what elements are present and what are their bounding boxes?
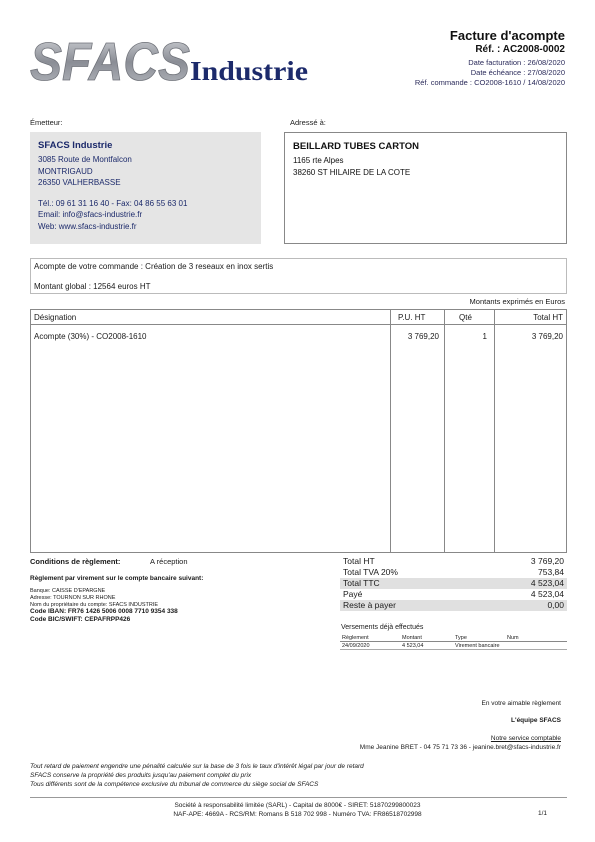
bank-name: Banque: CAISSE D'EPARGNE (30, 588, 106, 594)
total-ht-label: Total HT (343, 556, 375, 566)
item-designation: Acompte (30%) - CO2008-1610 (34, 332, 147, 341)
bank-address: Adresse: TOURNON SUR RHONE (30, 594, 116, 601)
total-tva-row (340, 567, 567, 578)
column-divider (494, 310, 495, 552)
items-table (30, 309, 567, 553)
logo-industrie-text: Industrie (190, 56, 309, 86)
remaining-row (340, 600, 567, 611)
item-unit-price: 3 769,20 (407, 332, 439, 341)
items-table-header (31, 310, 566, 325)
payments-title: Versements déjà effectués (341, 624, 424, 631)
order-description-box (30, 258, 567, 294)
emitter-address-1: 3085 Route de Montfalcon (38, 155, 132, 164)
page-number: 1/1 (537, 810, 547, 817)
recipient-name: BEILLARD TUBES CARTON (293, 141, 419, 152)
total-ttc-row (340, 578, 567, 589)
emitter-name: SFACS Industrie (38, 140, 113, 151)
paid-row (340, 589, 567, 600)
due-date: Date échéance : 27/08/2020 (470, 68, 565, 77)
legal-line-3: Tous différents sont de la compétence exclusive du tribunal de commerce du siège social de SFACS (30, 781, 319, 788)
payment-row (340, 642, 567, 650)
invoice-reference: Réf. : AC2008-0002 (475, 44, 565, 55)
payments-header (340, 634, 567, 642)
payments-header-num: Num (507, 635, 519, 641)
paid-value: 4 523,04 (530, 589, 564, 599)
payment-conditions-label: Conditions de règlement: (30, 557, 121, 566)
item-total: 3 769,20 (531, 332, 563, 341)
bank-transfer-title: Règlement par virement sur le compte bancaire suivant: (30, 575, 204, 582)
paid-label: Payé (343, 589, 363, 599)
emitter-address-3: 26350 VALHERBASSE (38, 178, 121, 187)
total-ht-value: 3 769,20 (530, 556, 564, 566)
column-divider (390, 310, 391, 552)
footer-line-1: Société à responsabilité limitée (SARL) - Capital de 8000€ - SIRET: 51870299800023 (174, 802, 421, 809)
closing-greeting: En votre aimable règlement (481, 700, 561, 707)
closing-contact: Mme Jeanine BRET - 04 75 71 73 36 - jeanine.bret@sfacs-industrie.fr (359, 744, 561, 751)
payment-type: Virement bancaire (455, 643, 500, 649)
order-global-amount: Montant global : 12564 euros HT (34, 282, 151, 291)
recipient-box (284, 132, 567, 244)
order-description: Acompte de votre commande : Création de 3 reseaux en inox sertis (34, 262, 274, 271)
header-total: Total HT (533, 313, 563, 322)
invoice-date: Date facturation : 26/08/2020 (468, 58, 565, 67)
payment-date: 24/09/2020 (342, 643, 370, 649)
order-reference: Réf. commande : CO2008-1610 / 14/08/2020 (414, 78, 565, 87)
payments-header-amount: Montant (402, 635, 422, 641)
item-qty: 1 (482, 332, 487, 341)
column-divider (444, 310, 445, 552)
closing-team: L'équipe SFACS (511, 717, 561, 724)
emitter-address-2: MONTRIGAUD (38, 166, 93, 176)
remaining-value: 0,00 (547, 600, 564, 610)
legal-line-2: SFACS conserve la propriété des produits jusqu'au paiement complet du prix (30, 772, 252, 779)
payments-table (340, 634, 567, 650)
total-ttc-value: 4 523,04 (530, 578, 564, 588)
emitter-email[interactable]: Email: info@sfacs-industrie.fr (38, 210, 143, 219)
total-tva-label: Total TVA 20% (343, 567, 398, 577)
bank-account-owner: Nom du propriétaire du compte: SFACS INDUSTRIE (30, 601, 159, 608)
invoice-header (305, 28, 565, 88)
total-tva-value: 753,84 (538, 567, 564, 577)
emitter-phone-fax: Tél.: 09 61 31 16 40 - Fax: 04 86 55 63 01 (38, 198, 188, 208)
totals-block (340, 556, 567, 611)
header-designation: Désignation (34, 313, 77, 322)
legal-line-1: Tout retard de paiement engendre une pénalité calculée sur la base de 3 fois le taux d'intérêt légal par jour de retard (30, 763, 364, 770)
payments-header-type: Type (455, 635, 467, 641)
recipient-address-2: 38260 ST HILAIRE DE LA COTE (293, 167, 411, 177)
payments-header-date: Règlement (342, 635, 369, 641)
recipient-label: Adressé à: (290, 118, 326, 127)
bank-bic: Code BIC/SWIFT: CEPAFRPP426 (30, 616, 131, 624)
invoice-title: Facture d'acompte (449, 28, 565, 43)
total-ttc-label: Total TTC (343, 578, 380, 588)
footer-divider (30, 797, 567, 798)
bank-iban: Code IBAN: FR76 1426 5006 0008 7710 9354 338 (30, 608, 178, 616)
emitter-web[interactable]: Web: www.sfacs-industrie.fr (38, 221, 137, 231)
logo-sfacs-text: SFACS (30, 32, 190, 90)
total-ht-row (340, 556, 567, 567)
payment-amount: 4 523,04 (402, 643, 424, 649)
footer-line-2: NAF-APE: 4669A - RCS/RM: Romans B 518 702 998 - Numéro TVA: FR86518702998 (173, 811, 422, 818)
payment-conditions-value: A réception (150, 557, 188, 566)
emitter-box (30, 132, 261, 244)
header-qty: Qté (459, 313, 472, 322)
header-unit-price: P.U. HT (398, 313, 426, 322)
bank-details (30, 588, 178, 624)
closing-service: Notre service comptable (490, 735, 561, 742)
currency-note: Montants exprimés en Euros (469, 297, 565, 306)
company-logo (30, 30, 320, 90)
emitter-label: Émetteur: (30, 118, 63, 127)
recipient-address-1: 1165 rte Alpes (293, 156, 344, 165)
remaining-label: Reste à payer (343, 600, 396, 610)
legal-notice (30, 762, 364, 789)
